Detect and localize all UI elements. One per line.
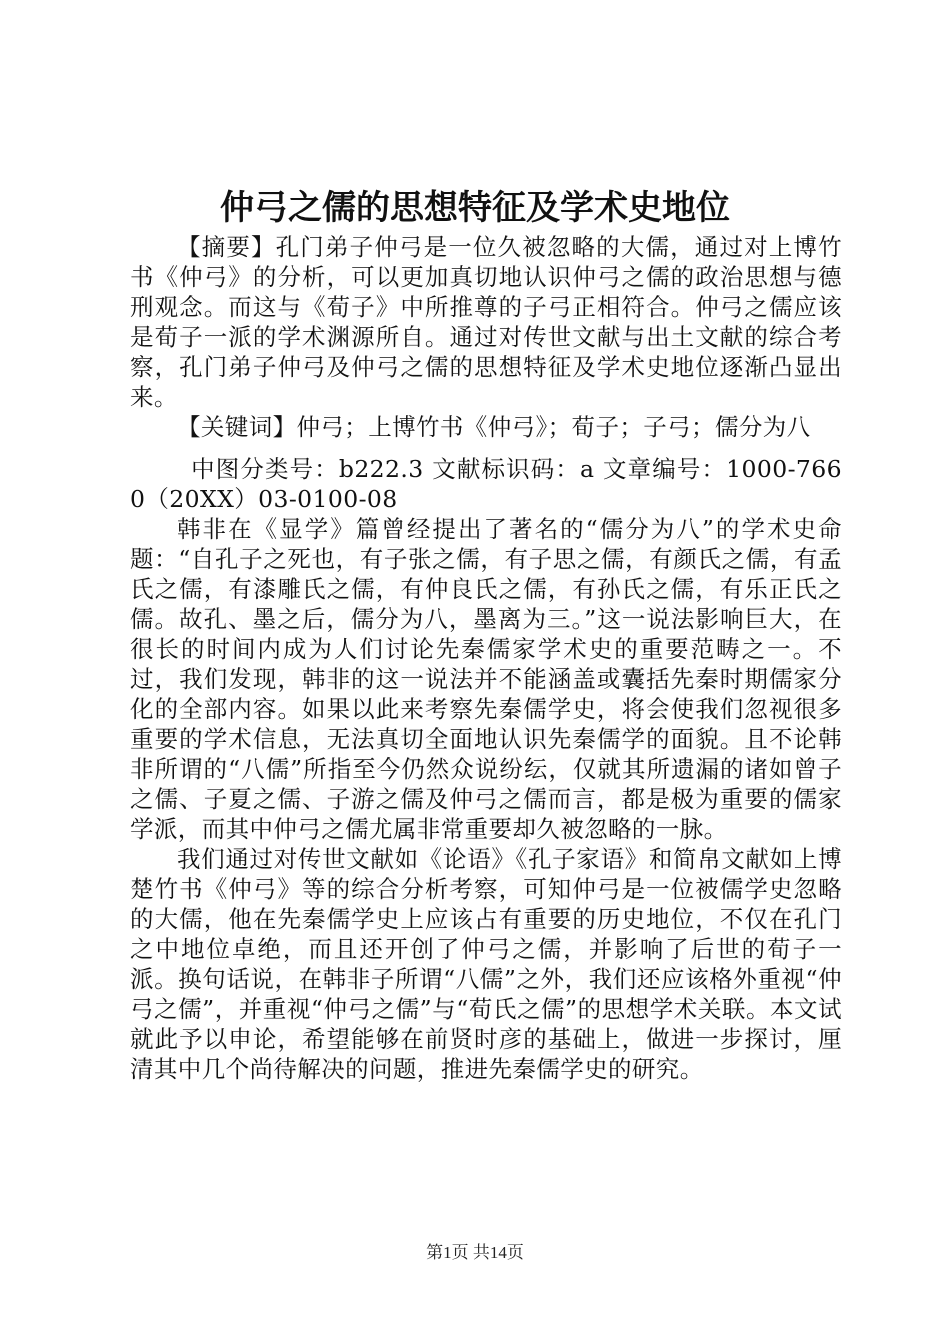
classification-paragraph: 中图分类号：b222.3 文献标识码：a 文章编号：1000-7660（20XX）03-0100-08 <box>130 455 842 513</box>
body-paragraph-1: 韩非在《显学》篇曾经提出了著名的“儒分为八”的学术史命题：“自孔子之死也，有子张之儒，有子思之儒，有颜氏之儒，有孟氏之儒，有漆雕氏之儒，有仲良氏之儒，有孙氏之儒，有乐正氏之儒。故孔、墨之后，儒分为八，墨离为三。”这一说法影响巨大，在很长的时间内成为人们讨论先秦儒家学术史的重要范畴之一。不过，我们发现，韩非的这一说法并不能涵盖或囊括先秦时期儒家分化的全部内容。如果以此来考察先秦儒学史，将会使我们忽视很多重要的学术信息，无法真切全面地认识先秦儒学的面貌。且不论韩非所谓的“八儒”所指至今仍然众说纷纭，仅就其所遗漏的诸如曾子之儒、子夏之儒、子游之儒及仲弓之儒而言，都是极为重要的儒家学派，而其中仲弓之儒尤属非常重要却久被忽略的一脉。 <box>130 515 842 843</box>
page-number-footer: 第1页 共14页 <box>426 1243 524 1262</box>
abstract-paragraph: 【摘要】孔门弟子仲弓是一位久被忽略的大儒，通过对上博竹书《仲弓》的分析，可以更加真切地认识仲弓之儒的政治思想与德刑观念。而这与《荀子》中所推尊的子弓正相符合。仲弓之儒应该是荀子一派的学术渊源所自。通过对传世文献与出土文献的综合考察，孔门弟子仲弓及仲弓之儒的思想特征及学术史地位逐渐凸显出来。 <box>130 233 842 411</box>
document-body <box>130 232 842 1084</box>
document-title: 仲弓之儒的思想特征及学术史地位 <box>220 188 730 228</box>
keywords-paragraph: 【关键词】仲弓；上博竹书《仲弓》；荀子；子弓；儒分为八 <box>177 413 811 441</box>
body-paragraph-2: 我们通过对传世文献如《论语》《孔子家语》和简帛文献如上博楚竹书《仲弓》等的综合分析考察，可知仲弓是一位被儒学史忽略的大儒，他在先秦儒学史上应该占有重要的历史地位，不仅在孔门之中地位卓绝，而且还开创了仲弓之儒，并影响了后世的荀子一派。换句话说，在韩非子所谓“八儒”之外，我们还应该格外重视“仲弓之儒”，并重视“仲弓之儒”与“荀氏之儒”的思想学术关联。本文试就此予以申论，希望能够在前贤时彦的基础上，做进一步探讨，厘清其中几个尚待解决的问题，推进先秦儒学史的研究。 <box>130 845 842 1083</box>
